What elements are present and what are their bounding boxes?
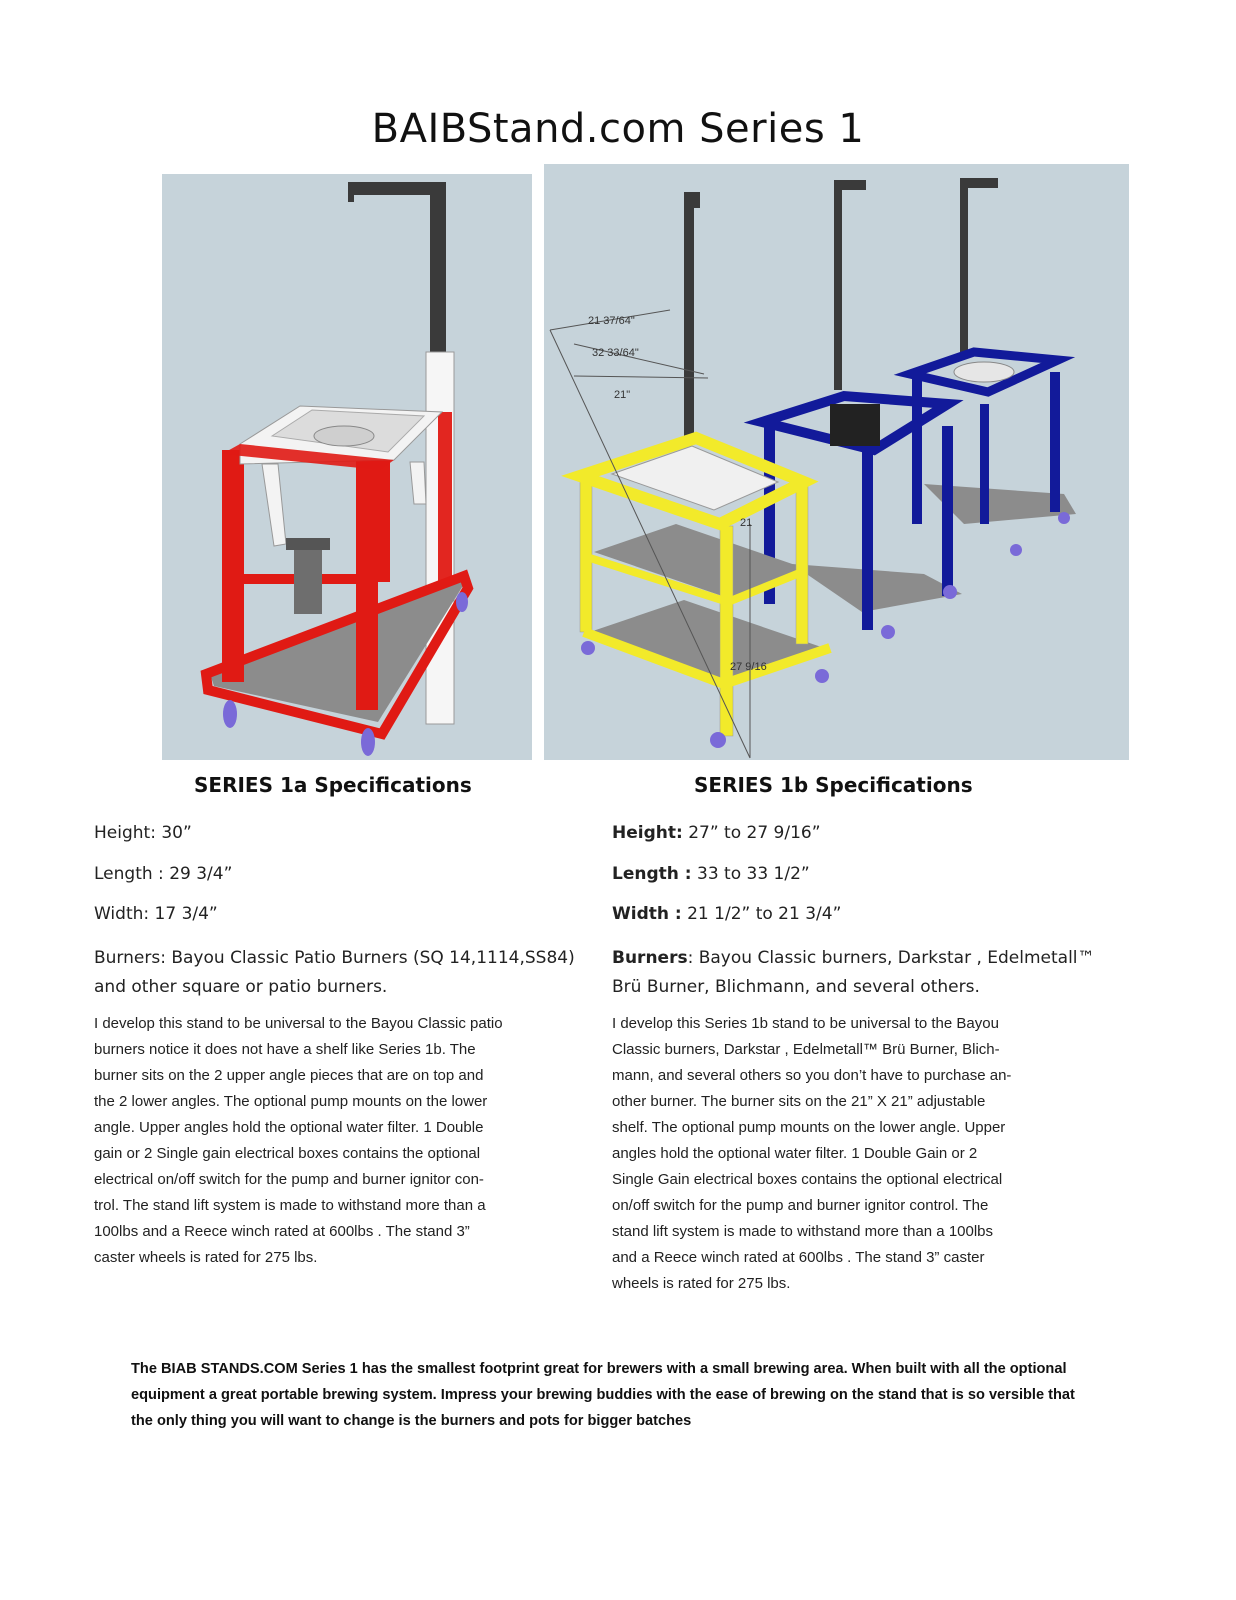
spec-width-b: Width : 21 1/2” to 21 3/4” xyxy=(612,904,842,924)
spec-height-a: Height: 30” xyxy=(94,823,192,843)
spec-burners-a: Burners: Bayou Classic Patio Burners (SQ 14,1114,SS84) and other square or patio burners. xyxy=(94,948,575,997)
page-title: BAIBStand.com Series 1 xyxy=(371,106,865,152)
wheel xyxy=(456,592,468,612)
front-leg-right xyxy=(356,442,378,710)
spec-height-b: Height: 27” to 27 9/16” xyxy=(612,823,821,843)
series-1a-heading: SERIES 1a Specifications xyxy=(194,773,472,797)
series-1b-description: I develop this Series 1b stand to be universal to the Bayou Classic burners, Darkstar , Edelmetall™ Brü Burner, Blich- mann, and several others so you don’t have to purchase an- other burner. The burner sits on the 21” X 21” adjustable shelf. The optional pump mounts on the lower angle. Upper angles hold the optional water filter. 1 Double Gain or 2 Single Gain electrical boxes contains the optional electrical on/off switch for the pump and burner ignitor control. The stand lift system is made to withstand more than a 100lbs and a Reece winch rated at 600lbs . The stand 3” caster wheels is rated for 275 lbs. xyxy=(612,1015,1012,1292)
lift-pole xyxy=(430,182,446,362)
spec-length-b: Length : 33 to 33 1/2” xyxy=(612,864,810,884)
svg-text:21": 21" xyxy=(614,389,631,401)
series-1b-heading: SERIES 1b Specifications xyxy=(694,773,973,797)
svg-text:21 37/64": 21 37/64" xyxy=(588,315,635,327)
spec-length-a: Length : 29 3/4” xyxy=(94,864,233,884)
wheel xyxy=(223,700,237,728)
blue-stand-right xyxy=(910,178,1076,556)
svg-text:21: 21 xyxy=(740,517,753,529)
spec-width-a: Width: 17 3/4” xyxy=(94,904,218,924)
spec-burners-b: Burners: Bayou Classic burners, Darkstar , Edelmetall™ Brü Burner, Blichmann, and several others. xyxy=(612,948,1095,997)
pump xyxy=(294,544,322,614)
series-1b-render xyxy=(544,164,1129,760)
front-leg-left xyxy=(222,450,244,682)
wheel xyxy=(361,728,375,756)
svg-text:27 9/16: 27 9/16 xyxy=(730,661,767,673)
footer-summary: The BIAB STANDS.COM Series 1 has the smallest footprint great for brewers with a small brewing area. When built with all the optional equipment a great portable brewing system. Impress your brewing buddies with the ease of brewing on the stand that is so versible that the only thing you will want to change is the burners and pots for bigger batches xyxy=(131,1361,1075,1429)
svg-text:32 33/64": 32 33/64" xyxy=(592,347,639,359)
yellow-stand xyxy=(580,192,830,748)
series-1a-description: I develop this stand to be universal to the Bayou Classic patio burners notice it does not have a shelf like Series 1b. The burner sits on the 2 upper angle pieces that are on top and the 2 lower angles. The optional pump mounts on the lower angle. Upper angles hold the optional water filter. 1 Double gain or 2 Single gain electrical boxes contains the optional electrical on/off switch for the pump and burner ignitor con- trol. The stand lift system is made to withstand more than a 100lbs and a Reece winch rated at 600lbs . The stand 3” caster wheels is rated for 275 lbs. xyxy=(94,1015,503,1266)
lift-arm xyxy=(348,182,446,195)
series-1a-render xyxy=(162,174,532,760)
